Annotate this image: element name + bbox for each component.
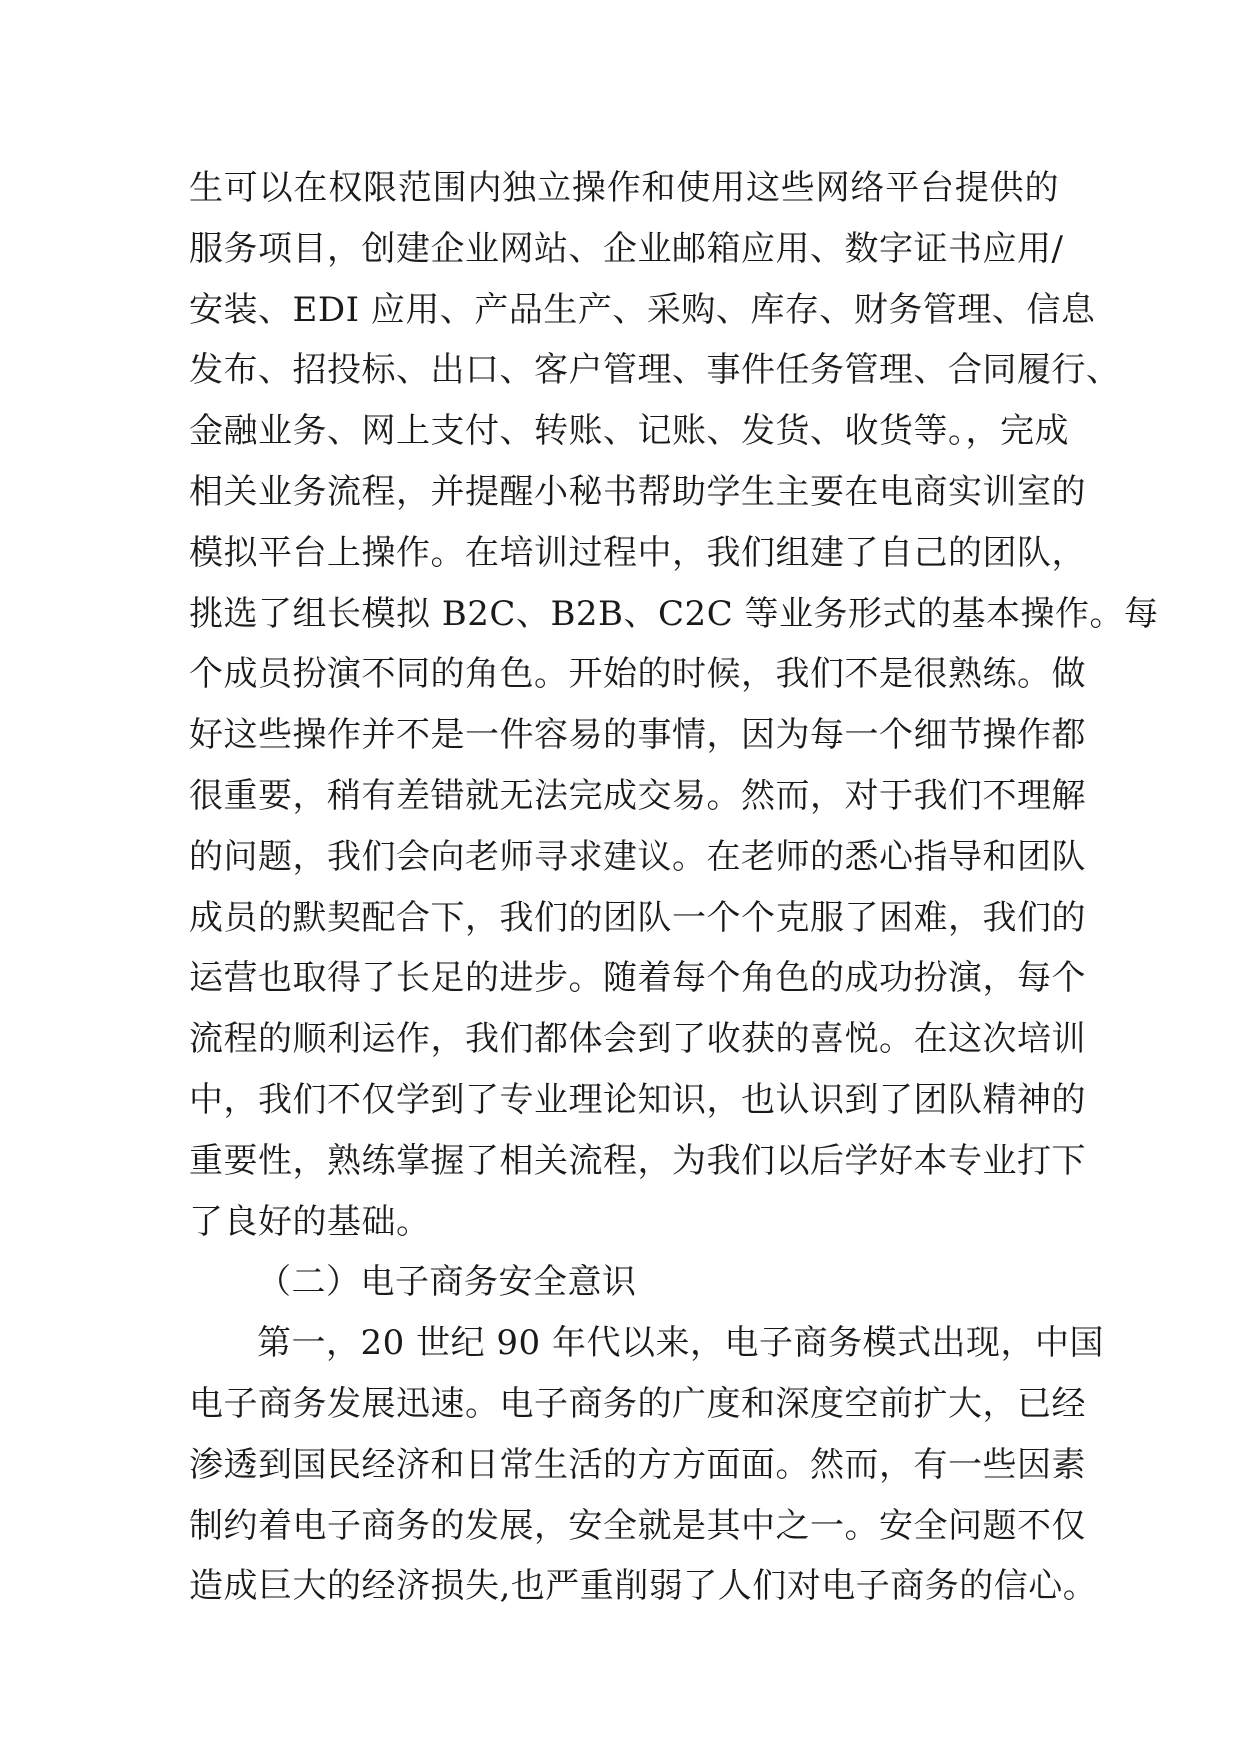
text-line: 第一，20 世纪 90 年代以来，电子商务模式出现，中国 (257, 1323, 1104, 1364)
text-line: 制约着电子商务的发展，安全就是其中之一。安全问题不仅 (189, 1505, 1086, 1546)
paragraph (189, 158, 1159, 1252)
text-line: 金融业务、网上支付、转账、记账、发货、收货等。，完成 (189, 411, 1069, 452)
text-line: 流程的顺利运作，我们都体会到了收获的喜悦。在这次培训 (189, 1019, 1086, 1060)
text-line: 了良好的基础。 (189, 1201, 431, 1242)
text-line: 运营也取得了长足的进步。随着每个角色的成功扮演，每个 (189, 958, 1086, 999)
text-line: 服务项目，创建企业网站、企业邮箱应用、数字证书应用/ (189, 228, 1064, 269)
text-line: 中，我们不仅学到了专业理论知识，也认识到了团队精神的 (189, 1079, 1086, 1120)
text-line: 安装、EDI 应用、产品生产、采购、库存、财务管理、信息 (189, 289, 1096, 330)
text-line: 好这些操作并不是一件容易的事情，因为每一个细节操作都 (189, 715, 1086, 756)
text-line: 重要性，熟练掌握了相关流程，为我们以后学好本专业打下 (189, 1140, 1086, 1181)
text-line: 模拟平台上操作。在培训过程中，我们组建了自己的团队， (189, 532, 1086, 573)
text-line: 造成巨大的经济损失,也严重削弱了人们对电子商务的信心。 (189, 1566, 1098, 1607)
section-heading: （二）电子商务安全意识 (257, 1262, 637, 1303)
document-body (189, 158, 1159, 1617)
text-line: 成员的默契配合下，我们的团队一个个克服了困难，我们的 (189, 897, 1086, 938)
text-line: 渗透到国民经济和日常生活的方方面面。然而，有一些因素 (189, 1444, 1086, 1485)
text-line: 个成员扮演不同的角色。开始的时候，我们不是很熟练。做 (189, 654, 1086, 695)
text-line: 相关业务流程，并提醒小秘书帮助学生主要在电商实训室的 (189, 471, 1086, 512)
text-line: 挑选了组长模拟 B2C、B2B、C2C 等业务形式的基本操作。每 (189, 593, 1159, 634)
text-line: 很重要，稍有差错就无法完成交易。然而，对于我们不理解 (189, 775, 1086, 816)
paragraph (189, 1313, 1104, 1617)
text-line: 电子商务发展迅速。电子商务的广度和深度空前扩大，已经 (189, 1383, 1086, 1424)
text-line: 发布、招投标、出口、客户管理、事件任务管理、合同履行、 (189, 350, 1121, 391)
text-line: 的问题，我们会向老师寻求建议。在老师的悉心指导和团队 (189, 836, 1086, 877)
text-line: 生可以在权限范围内独立操作和使用这些网络平台提供的 (189, 168, 1059, 208)
